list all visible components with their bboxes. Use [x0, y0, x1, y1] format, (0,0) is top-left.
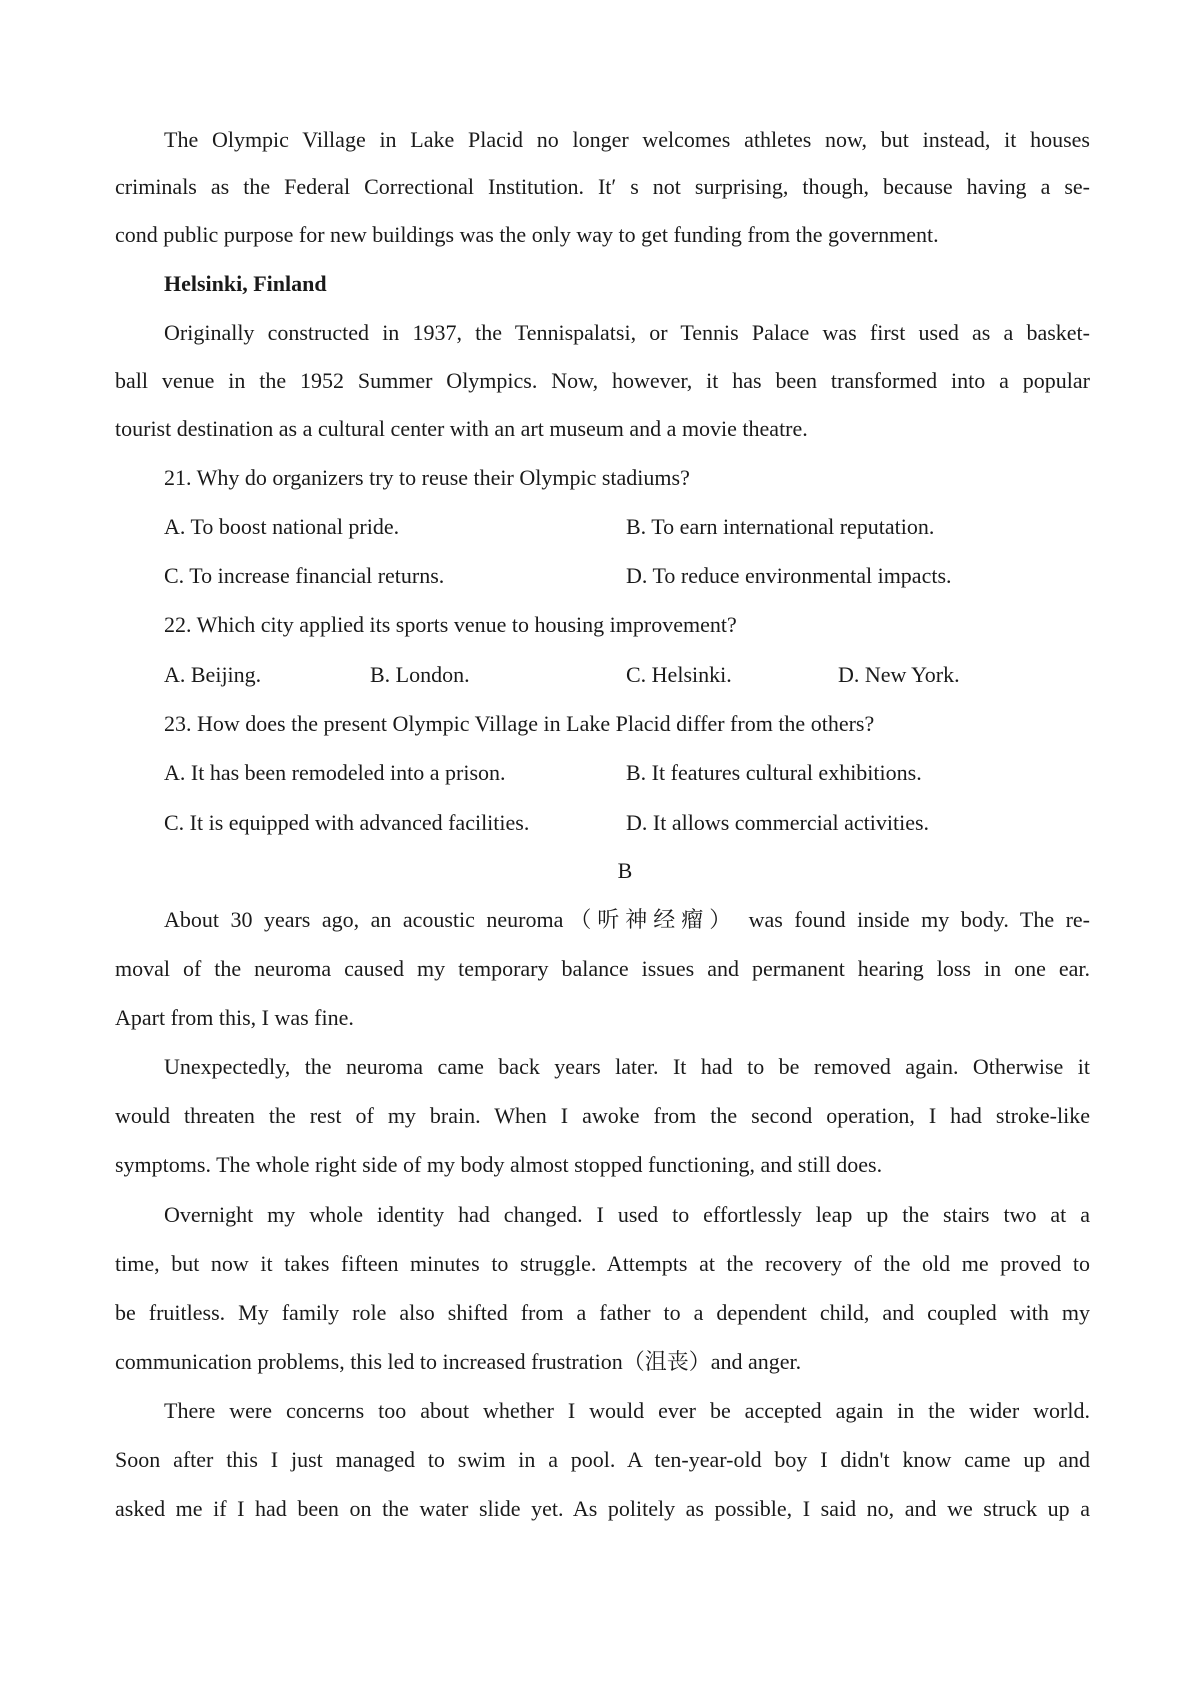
para6-line3: asked me if I had been on the water slide yet. As politely as possible, I said no, and we struck up a: [115, 1496, 1090, 1521]
q23-stem: 23. How does the present Olympic Village in Lake Placid differ from the others?: [164, 711, 875, 736]
para1-line2: criminals as the Federal Correctional Institution. It′ s not surprising, though, because having a se-: [115, 174, 1090, 199]
para1-line1: The Olympic Village in Lake Placid no longer welcomes athletes now, but instead, it houses: [164, 127, 1090, 152]
q22-option-d: D. New York.: [838, 662, 960, 687]
para4-line2: would threaten the rest of my brain. When I awoke from the second operation, I had stroke-like: [115, 1103, 1090, 1128]
para2-line2: ball venue in the 1952 Summer Olympics. Now, however, it has been transformed into a popular: [115, 368, 1090, 393]
heading-helsinki: Helsinki, Finland: [164, 271, 327, 296]
q21-option-a: A. To boost national pride.: [164, 514, 400, 539]
q23-option-d: D. It allows commercial activities.: [626, 810, 930, 835]
q22-option-b: B. London.: [370, 662, 470, 687]
q21-option-c: C. To increase financial returns.: [164, 563, 445, 588]
para1-line3: cond public purpose for new buildings was the only way to get funding from the government.: [115, 222, 939, 247]
q23-option-c: C. It is equipped with advanced facilities.: [164, 810, 530, 835]
para5-line4: communication problems, this led to increased frustration（沮丧）and anger.: [115, 1349, 802, 1374]
para3-line2: moval of the neuroma caused my temporary balance issues and permanent hearing loss in one ear.: [115, 956, 1090, 981]
q23-option-b: B. It features cultural exhibitions.: [626, 760, 922, 785]
para5-line3: be fruitless. My family role also shifted from a father to a dependent child, and coupled with my: [115, 1300, 1090, 1325]
para5-line1: Overnight my whole identity had changed. I used to effortlessly leap up the stairs two at a: [164, 1202, 1090, 1227]
q21-option-d: D. To reduce environmental impacts.: [626, 563, 952, 588]
para3-line1: About 30 years ago, an acoustic neuroma（听神经瘤） was found inside my body. The re-: [164, 907, 1090, 932]
q21-stem: 21. Why do organizers try to reuse their Olympic stadiums?: [164, 465, 690, 490]
q22-option-c: C. Helsinki.: [626, 662, 732, 687]
para6-line2: Soon after this I just managed to swim in a pool. A ten-year-old boy I didn't know came up and: [115, 1447, 1090, 1472]
para3-line3: Apart from this, I was fine.: [115, 1005, 354, 1030]
q22-stem: 22. Which city applied its sports venue to housing improvement?: [164, 612, 737, 637]
para4-line1: Unexpectedly, the neuroma came back years later. It had to be removed again. Otherwise it: [164, 1054, 1090, 1079]
para6-line1: There were concerns too about whether I would ever be accepted again in the wider world.: [164, 1398, 1090, 1423]
q22-option-a: A. Beijing.: [164, 662, 262, 687]
section-b-label: B: [617, 858, 633, 883]
para2-line3: tourist destination as a cultural center with an art museum and a movie theatre.: [115, 416, 808, 441]
para5-line2: time, but now it takes fifteen minutes to struggle. Attempts at the recovery of the old me proved to: [115, 1251, 1090, 1276]
para2-line1: Originally constructed in 1937, the Tennispalatsi, or Tennis Palace was first used as a basket-: [164, 320, 1090, 345]
q23-option-a: A. It has been remodeled into a prison.: [164, 760, 506, 785]
para4-line3: symptoms. The whole right side of my body almost stopped functioning, and still does.: [115, 1152, 883, 1177]
q21-option-b: B. To earn international reputation.: [626, 514, 935, 539]
